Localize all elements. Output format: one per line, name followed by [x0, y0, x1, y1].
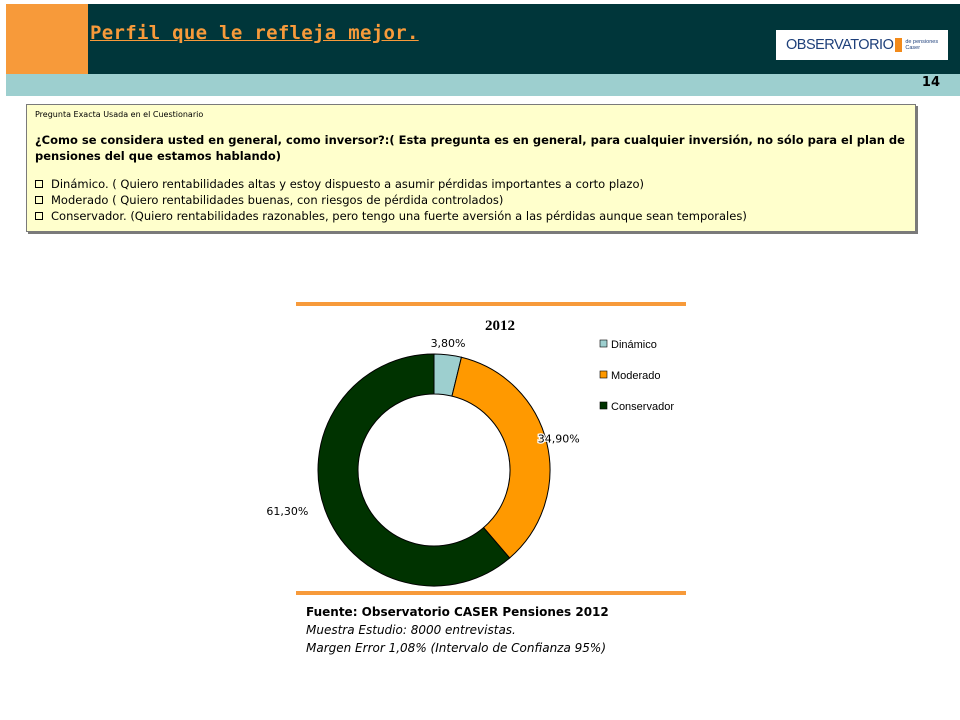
- data-label: 34,90%: [537, 432, 580, 446]
- checkbox-icon: [35, 212, 43, 220]
- logo-subtitle-line-1: de pensiones: [905, 39, 939, 45]
- question-label: Pregunta Exacta Usada en el Cuestionario: [35, 110, 204, 119]
- logo-subtitle-line-2: Caser: [905, 45, 921, 51]
- question-option: [35, 208, 907, 224]
- question-option-label: Conservador. (Quiero rentabilidades razonables, pero tengo una fuerte aversión a las pérdidas aunque sean temporales): [51, 209, 747, 223]
- subheader-bar: [6, 74, 960, 96]
- data-label: 61,30%: [266, 505, 309, 519]
- legend-item: [600, 401, 674, 413]
- donut-chart-panel: [266, 302, 688, 596]
- question-option: [35, 176, 907, 192]
- question-option: [35, 192, 907, 208]
- logo-subtitle: [905, 39, 938, 51]
- legend-label: Conservador: [611, 401, 674, 413]
- question-box: [26, 104, 916, 232]
- sample-note: Muestra Estudio: 8000 entrevistas.: [306, 623, 516, 637]
- legend-item: [600, 339, 657, 351]
- page-title: Perfil que le refleja mejor.: [90, 22, 419, 44]
- legend-label: Moderado: [611, 370, 661, 382]
- observatorio-logo: [776, 30, 948, 60]
- donut-chart: [266, 302, 688, 596]
- logo-wordmark: OBSERVATORIO: [786, 37, 894, 53]
- checkbox-icon: [35, 196, 43, 204]
- chart-title: 2012: [485, 318, 515, 334]
- legend-swatch: [600, 402, 607, 409]
- chart-footer: [306, 603, 609, 657]
- question-option-label: Dinámico. ( Quiero rentabilidades altas y estoy dispuesto a asumir pérdidas importantes a corto plazo): [51, 177, 644, 191]
- header-accent-block: [6, 4, 88, 74]
- source-note: Fuente: Observatorio CASER Pensiones 2012: [306, 605, 609, 619]
- legend-swatch: [600, 371, 607, 378]
- page-number: 14: [921, 75, 940, 90]
- donut-slice-moderado: [452, 357, 550, 558]
- legend-label: Dinámico: [611, 339, 657, 351]
- data-label: 3,80%: [430, 336, 466, 350]
- question-option-label: Moderado ( Quiero rentabilidades buenas, con riesgos de pérdida controlados): [51, 193, 504, 207]
- legend-item: [600, 370, 661, 382]
- question-text: ¿Como se considera usted en general, como inversor?:( Esta pregunta es en general, para cualquier inversión, no sólo para el plan de pensiones del que estamos hablando): [35, 133, 905, 163]
- logo-mark-icon: [895, 38, 902, 52]
- margin-note: Margen Error 1,08% (Intervalo de Confianza 95%): [306, 641, 606, 655]
- chart-bottom-rule: [296, 591, 686, 595]
- checkbox-icon: [35, 180, 43, 188]
- legend-swatch: [600, 340, 607, 347]
